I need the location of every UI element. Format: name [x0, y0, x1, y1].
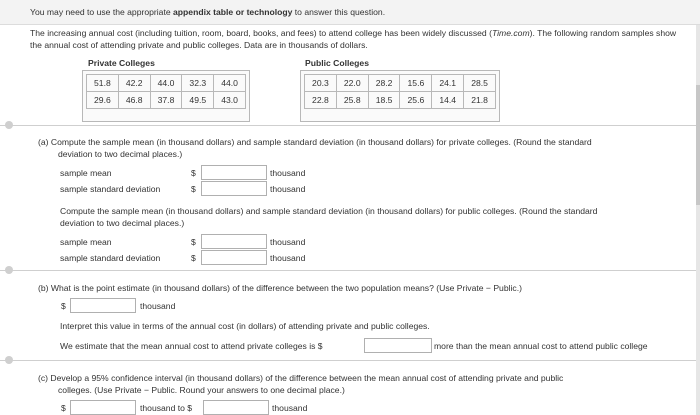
- intro-text-1: The increasing annual cost (including tuition, room, board, books, and fees) to attend college has been widely discussed (: [30, 28, 492, 38]
- private-colleges-table: [86, 74, 246, 109]
- appendix-link[interactable]: appendix table or technology: [173, 7, 293, 17]
- estimate-sentence-prefix: We estimate that the mean annual cost to attend private colleges is $: [60, 341, 323, 351]
- intro-source: Time.com: [491, 28, 530, 38]
- part-c-question: [38, 372, 678, 396]
- table-cell: 20.3: [305, 75, 337, 92]
- table-cell: 28.5: [464, 75, 496, 92]
- intro-text-2: ). The following random samples show the annual cost of attending private and public colleges. Data are in thousands of dollars.: [30, 28, 677, 50]
- table-cell: 15.6: [400, 75, 432, 92]
- part-b-marker-icon: [5, 266, 13, 274]
- private-mean-label: sample mean: [60, 168, 112, 178]
- part-b-question: (b) What is the point estimate (in thousand dollars) of the difference between the two population means? (Use Private − Public.): [38, 283, 522, 293]
- part-c-marker-icon: [5, 356, 13, 364]
- table-cell: 44.0: [214, 75, 246, 92]
- ci-lower-input[interactable]: [70, 400, 136, 415]
- private-mean-input[interactable]: [201, 165, 267, 180]
- part-a-public-question: [60, 205, 680, 229]
- private-sd-input[interactable]: [201, 181, 267, 196]
- point-estimate-input[interactable]: [70, 298, 136, 313]
- estimate-sentence-suffix: more than the mean annual cost to attend public college: [434, 341, 648, 351]
- table-cell: 28.2: [368, 75, 400, 92]
- public-colleges-label: Public Colleges: [305, 58, 369, 68]
- table-cell: 32.3: [182, 75, 214, 92]
- currency-sign: $: [61, 403, 66, 413]
- table-cell: 22.8: [305, 92, 337, 109]
- currency-sign: $: [191, 184, 196, 194]
- table-cell: 25.8: [336, 92, 368, 109]
- table-cell: 25.6: [400, 92, 432, 109]
- table-cell: 14.4: [432, 92, 464, 109]
- private-sd-label: sample standard deviation: [60, 184, 161, 194]
- table-cell: 43.0: [214, 92, 246, 109]
- table-cell: 44.0: [150, 75, 182, 92]
- table-cell: 29.6: [87, 92, 119, 109]
- unit-label: thousand: [270, 168, 306, 178]
- part-a-question-line2: deviation to two decimal places.): [58, 149, 183, 159]
- public-question-line1: Compute the sample mean (in thousand dollars) and sample standard deviation (in thousand dollars) for public colleges. (Round the standard: [60, 206, 598, 216]
- table-cell: 24.1: [432, 75, 464, 92]
- interpret-prompt: Interpret this value in terms of the annual cost (in dollars) of attending private and public colleges.: [60, 321, 430, 331]
- part-a-question: [38, 136, 678, 160]
- public-sd-input[interactable]: [201, 250, 267, 265]
- question-note: [30, 7, 385, 17]
- ci-upper-input[interactable]: [203, 400, 269, 415]
- public-sd-label: sample standard deviation: [60, 253, 161, 263]
- currency-sign: $: [61, 301, 66, 311]
- public-mean-input[interactable]: [201, 234, 267, 249]
- currency-sign: $: [191, 237, 196, 247]
- currency-sign: $: [191, 168, 196, 178]
- table-row: [305, 92, 496, 109]
- public-colleges-table: [304, 74, 496, 109]
- unit-label: thousand: [272, 403, 308, 413]
- part-a-marker-icon: [5, 121, 13, 129]
- table-cell: 49.5: [182, 92, 214, 109]
- unit-label: thousand: [270, 237, 306, 247]
- section-divider: [0, 270, 700, 271]
- note-text: You may need to use the appropriate: [30, 7, 171, 17]
- table-cell: 46.8: [118, 92, 150, 109]
- table-cell: 37.8: [150, 92, 182, 109]
- part-c-question-line1: (c) Develop a 95% confidence interval (in thousand dollars) of the difference between the mean annual cost of attending private and public: [38, 373, 564, 383]
- table-row: [87, 92, 246, 109]
- intro-paragraph: [30, 27, 680, 51]
- private-colleges-label: Private Colleges: [88, 58, 155, 68]
- table-row: [87, 75, 246, 92]
- part-a-question-line1: (a) Compute the sample mean (in thousand dollars) and sample standard deviation (in thousand dollars) for private colleges. (Round the standard: [38, 137, 592, 147]
- part-c-question-line2: colleges. (Use Private − Public. Round your answers to one decimal place.): [58, 385, 345, 395]
- vertical-scrollbar[interactable]: [696, 25, 700, 415]
- table-cell: 18.5: [368, 92, 400, 109]
- public-mean-label: sample mean: [60, 237, 112, 247]
- ci-to-label: thousand to $: [140, 403, 193, 413]
- unit-label: thousand: [140, 301, 176, 311]
- section-divider: [0, 360, 700, 361]
- currency-sign: $: [191, 253, 196, 263]
- table-cell: 51.8: [87, 75, 119, 92]
- scrollbar-thumb[interactable]: [696, 85, 700, 205]
- table-cell: 21.8: [464, 92, 496, 109]
- section-divider: [0, 125, 700, 126]
- unit-label: thousand: [270, 253, 306, 263]
- table-cell: 42.2: [118, 75, 150, 92]
- note-text-end: to answer this question.: [294, 7, 386, 17]
- unit-label: thousand: [270, 184, 306, 194]
- public-question-line2: deviation to two decimal places.): [60, 218, 185, 228]
- estimate-dollars-input[interactable]: [364, 338, 432, 353]
- table-cell: 22.0: [336, 75, 368, 92]
- table-row: [305, 75, 496, 92]
